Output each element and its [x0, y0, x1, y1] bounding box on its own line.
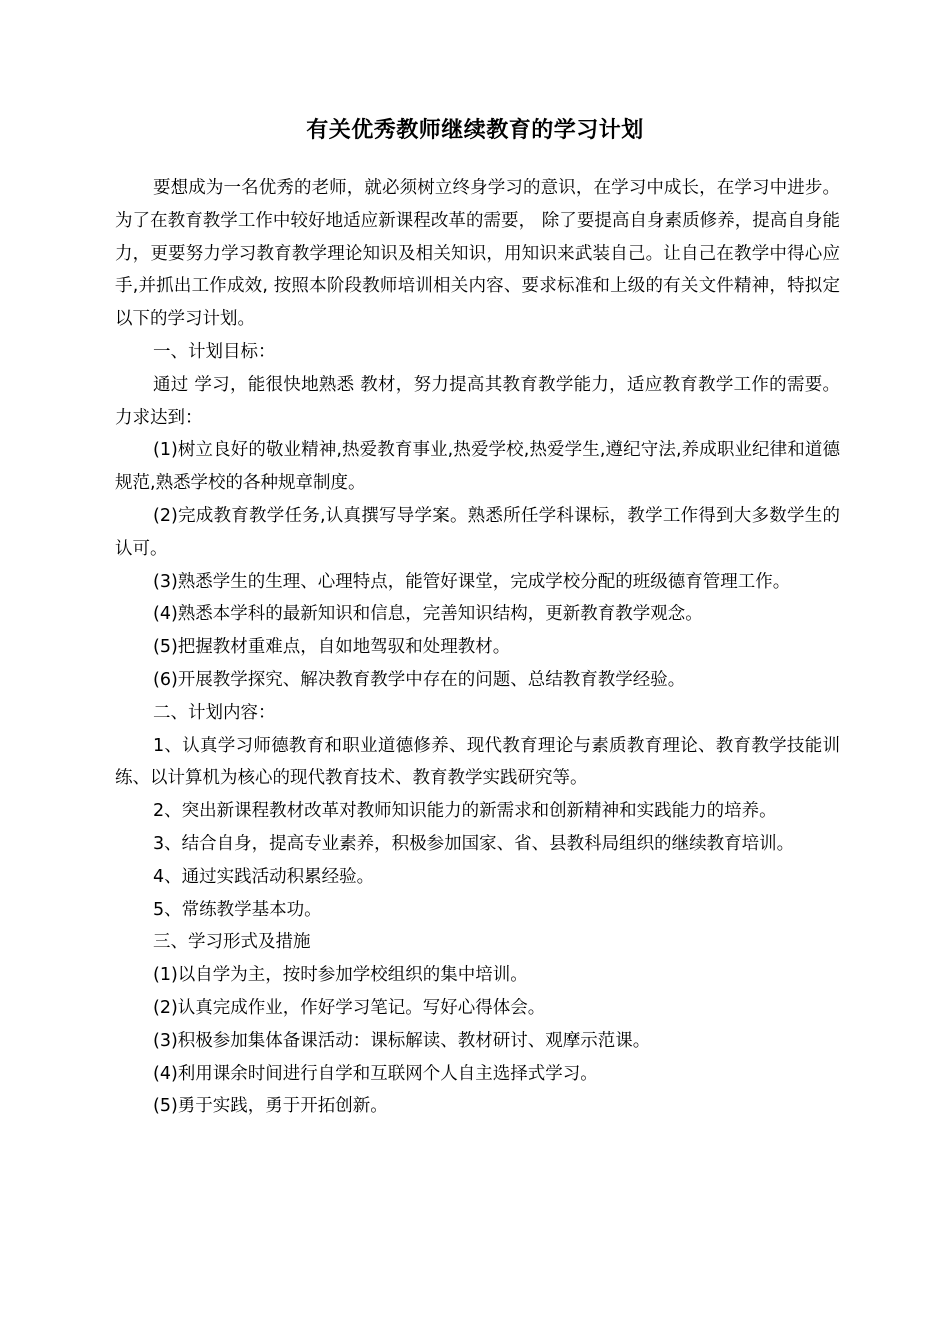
intro-paragraph: 要想成为一名优秀的老师，就必须树立终身学习的意识，在学习中成长，在学习中进步。为了在教育教学工作中较好地适应新课程改革的需要， 除了要提高自身素质修养，提高自身能力，更要努力学习教育教学理论知识及相关知识，用知识来武装自己。让自己在教学中得心应手,并抓出工作成效, 按照本阶段教师培训相关内容、要求标准和上级的有关文件精神，特拟定以下的学习计划。 — [115, 178, 840, 330]
method-item-1: (1)以自学为主，按时参加学校组织的集中培训。 — [153, 965, 528, 986]
section-heading-methods: 三、学习形式及措施 — [153, 932, 311, 953]
goal-item-4: (4)熟悉本学科的最新知识和信息，完善知识结构，更新教育教学观念。 — [153, 604, 703, 625]
goal-item-5: (5)把握教材重难点，自如地驾驭和处理教材。 — [153, 637, 511, 658]
method-item-3: (3)积极参加集体备课活动：课标解读、教材研讨、观摩示范课。 — [153, 1030, 651, 1051]
section-heading-goals: 一、计划目标： — [153, 341, 276, 362]
section-heading-content: 二、计划内容： — [153, 702, 276, 723]
content-item-1: 1、认真学习师德教育和职业道德修养、现代教育理论与素质教育理论、教育教学技能训练、以计算机为核心的现代教育技术、教育教学实践研究等。 — [115, 735, 840, 789]
goal-item-2: (2)完成教育教学任务,认真撰写导学案。熟悉所任学科课标，教学工作得到大多数学生的认可。 — [115, 505, 840, 559]
goal-item-1: (1)树立良好的敬业精神,热爱教育事业,热爱学校,热爱学生,遵纪守法,养成职业纪律和道德规范,熟悉学校的各种规章制度。 — [115, 440, 840, 494]
method-item-5: (5)勇于实践，勇于开拓创新。 — [153, 1096, 388, 1117]
content-item-3: 3、结合自身，提高专业素养，积极参加国家、省、县教科局组织的继续教育培训。 — [153, 833, 795, 854]
method-item-2: (2)认真完成作业，作好学习笔记。写好心得体会。 — [153, 997, 546, 1018]
goal-item-3: (3)熟悉学生的生理、心理特点，能管好课堂，完成学校分配的班级德育管理工作。 — [153, 571, 791, 592]
content-item-5: 5、常练教学基本功。 — [153, 899, 322, 920]
content-item-4: 4、通过实践活动积累经验。 — [153, 866, 375, 887]
method-item-4: (4)利用课余时间进行自学和互联网个人自主选择式学习。 — [153, 1063, 598, 1084]
goals-paragraph: 通过 学习，能很快地熟悉 教材，努力提高其教育教学能力，适应教育教学工作的需要。力求达到： — [115, 374, 840, 428]
content-item-2: 2、突出新课程教材改革对教师知识能力的新需求和创新精神和实践能力的培养。 — [153, 801, 777, 822]
document-title: 有关优秀教师继续教育的学习计划 — [306, 118, 644, 143]
goal-item-6: (6)开展教学探究、解决教育教学中存在的问题、总结教育教学经验。 — [153, 669, 686, 690]
document-body — [115, 172, 840, 1123]
